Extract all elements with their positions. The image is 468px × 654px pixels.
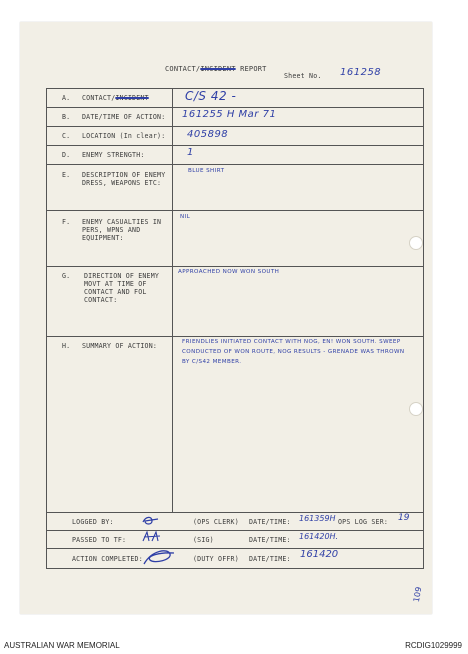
row-e-label: DESCRIPTION OF ENEMY DRESS, WEAPONS ETC:	[82, 171, 166, 187]
punch-hole	[409, 236, 423, 250]
row-b-value: 161255 H Mar 71	[182, 109, 277, 120]
passed-to-tf-role: (SIG)	[193, 536, 214, 544]
action-completed-role: (DUTY OFFR)	[193, 555, 239, 563]
passed-to-tf-dt-label: DATE/TIME:	[249, 536, 291, 544]
action-completed-signature	[140, 548, 176, 568]
passed-to-tf-signature	[140, 530, 164, 544]
row-c-letter: C.	[62, 132, 71, 140]
row-d-label: ENEMY STRENGTH:	[82, 151, 145, 159]
logged-by-role: (OPS CLERK)	[193, 518, 239, 526]
passed-to-tf-dt-value: 161420H.	[299, 532, 339, 541]
passed-to-tf-label: PASSED TO TF:	[72, 536, 127, 544]
action-completed-dt-label: DATE/TIME:	[249, 555, 291, 563]
row-f-letter: F.	[62, 218, 71, 226]
row-e-letter: E.	[62, 171, 71, 179]
logged-by-dt-value: 161359H	[299, 514, 336, 523]
action-completed-label: ACTION COMPLETED:	[72, 555, 143, 563]
row-f-value: NIL	[180, 214, 191, 220]
logged-by-label: LOGGED BY:	[72, 518, 114, 526]
row-a-label: CONTACT/INCIDENT	[82, 94, 149, 102]
report-title: CONTACT/INCIDENT REPORT	[165, 65, 267, 73]
row-b-letter: B.	[62, 113, 71, 121]
row-g-letter: G.	[62, 272, 71, 280]
credit-left: AUSTRALIAN WAR MEMORIAL	[4, 641, 120, 650]
action-completed-dt-value: 161420	[300, 549, 339, 560]
row-d-letter: D.	[62, 151, 71, 159]
serial-label: Sheet No.	[284, 72, 322, 80]
ops-log-ser-label: OPS LOG SER:	[338, 518, 389, 526]
row-a-value: C/S 42 -	[185, 89, 237, 103]
ops-log-ser-value: 19	[398, 513, 410, 523]
row-h-label: SUMMARY OF ACTION:	[82, 342, 158, 350]
row-c-label: LOCATION (In clear):	[82, 132, 166, 140]
logged-by-signature	[140, 513, 162, 527]
row-c-value: 405898	[187, 129, 229, 140]
row-f-label: ENEMY CASUALTIES IN PERS, WPNS AND EQUIPMENT:	[82, 218, 162, 242]
page-mark: 109	[411, 586, 424, 603]
row-h-value: FRIENDLIES INITIATED CONTACT WITH NOG, EN! WON SOUTH. SWEEP CONDUCTED OF WON ROUTE, NOG RESULTS - GRENADE WAS THROWN BY C/S42 MEMBER.	[182, 339, 405, 365]
row-g-value: APPROACHED NOW WON SOUTH	[178, 269, 280, 275]
credit-right: RCDIG1029999	[405, 641, 462, 650]
row-h-letter: H.	[62, 342, 71, 350]
row-d-value: 1	[187, 147, 194, 158]
punch-hole	[409, 402, 423, 416]
row-e-value: BLUE SHIRT	[188, 168, 225, 174]
serial-value: 161258	[340, 67, 382, 78]
row-a-letter: A.	[62, 94, 71, 102]
row-b-label: DATE/TIME OF ACTION:	[82, 113, 166, 121]
logged-by-dt-label: DATE/TIME:	[249, 518, 291, 526]
row-g-label: DIRECTION OF ENEMY MOVT AT TIME OF CONTACT AND FOL CONTACT:	[84, 272, 160, 304]
